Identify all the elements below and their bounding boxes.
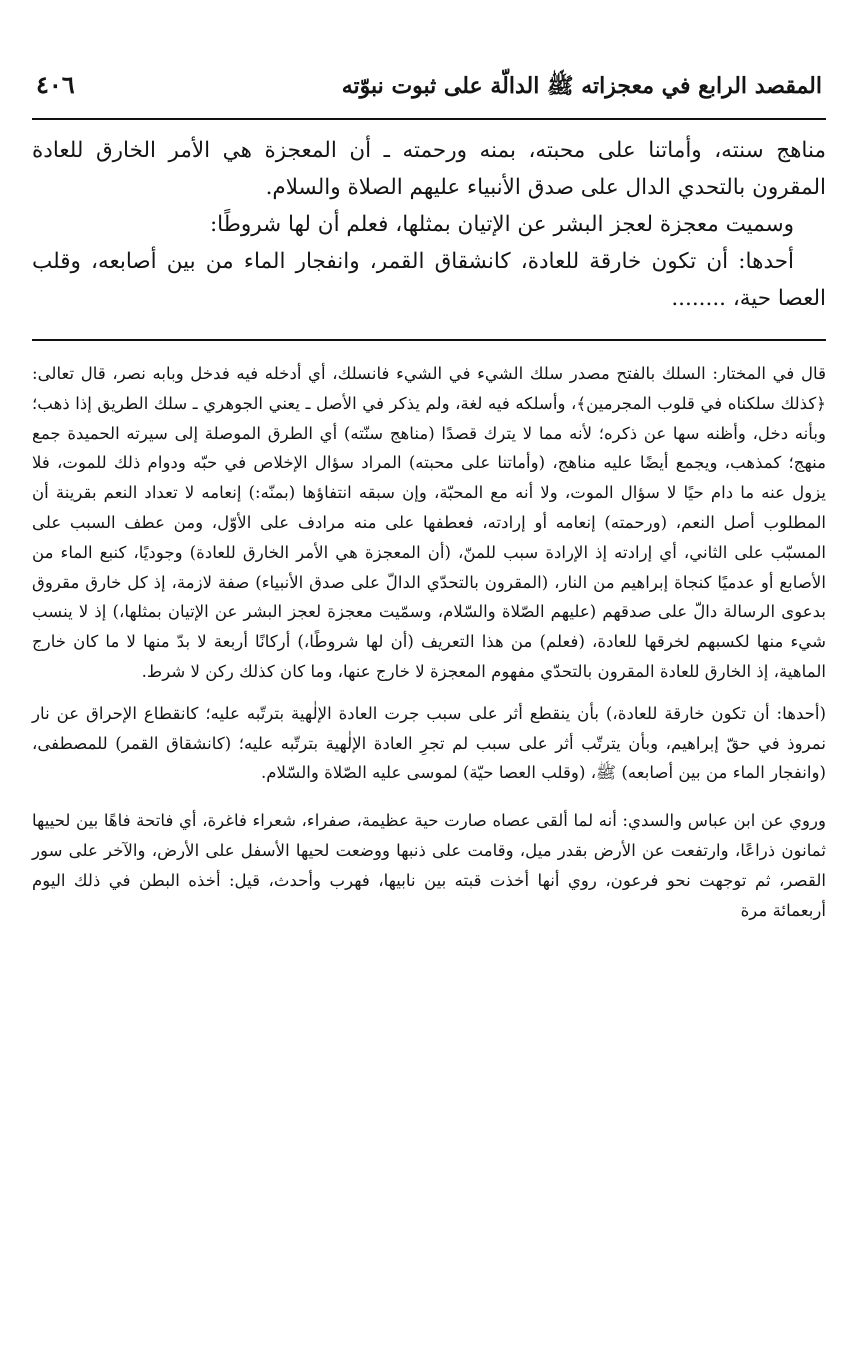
running-title: المقصد الرابع في معجزاته ﷺ الدالّة على ثبوت نبوّته bbox=[341, 73, 822, 99]
main-text bbox=[32, 132, 826, 317]
commentary-paragraph: قال في المختار: السلك بالفتح مصدر سلك الشيء في الشيء فانسلك، أي أدخله فيه فدخل وبابه نصر، قال تعالى: ﴿كذلك سلكناه في قلوب المجرمين﴾، وأسلكه فيه لغة، ولم يذكر في الأصل ـ يعني الجوهري ـ سلك الطريق إذا ذهب؛ وبأنه دخل، وأظنه سها عن ذكره؛ لأنه مما لا يترك قصدًا (مناهج سنّته) أي الطرق الموصلة إلى سيرته الحميدة جمع منهج؛ كمذهب، ويجمع أيضًا عليه مناهج، (وأماتنا على محبته) المراد سؤال الإخلاص في حبّه ودوام ذلك للموت، فلا يزول عنه ما دام حيًا لا سؤال الموت، ولا أنه مع المحبّة، وإن سبقه انتفاؤها (بمنّه:) إنعامه لا تعداد النعم بقرينة أن المطلوب أصل النعم، (ورحمته) إنعامه أو إرادته، فعطفها على منه مرادف على الأوّل، ومن عطف السبب على المسبّب على الثاني، أي إرادته إذ الإرادة سبب للمنّ، (أن المعجزة هي الأمر الخارق للعادة) وجوديًا، كنبع الماء من الأصابع أو عدميًا كنجاة إبراهيم من النار، (المقرون بالتحدّي الدالّ على صدق الأنبياء) صفة لازمة، إذ كل خارق مقروق بدعوى الرسالة دالّ على صدقهم (عليهم الصّلاة والسّلام، وسمّيت معجزة لعجز البشر عن الإتيان بمثلها،) إذ لا ينسب شيء منها لكسبهم لخرقها للعادة، (فعلم) من هذا التعريف (أن لها شروطًا،) أركانًا أربعة لا بدّ منها لا ما كان خارج الماهية، إذ الخارق للعادة المقرون بالتحدّي مفهوم المعجزة لا خارج عنها، وما كان كذلك ركن لا شرط. bbox=[32, 364, 827, 681]
commentary-paragraph: (أحدها: أن تكون خارقة للعادة،) بأن ينقطع أثر على سبب جرت العادة الإلٰهية بترتّبه عليه؛ كانقطاع الإحراق عن نار نمروذ في حقّ إبراهيم، وبأن يترتّب أثر على سبب لم تجرِ العادة الإلٰهية بترتّبه عليه؛ (كانشقاق القمر) للمصطفى، (وانفجار الماء من بين أصابعه) ﷺ، (وقلب العصا حيّة) لموسى عليه الصّلاة والسّلام. bbox=[32, 703, 826, 783]
commentary bbox=[32, 359, 826, 925]
main-text-paragraph: مناهج سنته، وأماتنا على محبته، بمنه ورحمته ـ أن المعجزة هي الأمر الخارق للعادة المقرون بالتحدي الدال على صدق الأنبياء عليهم الصلاة والسلام. bbox=[32, 138, 826, 200]
main-text-paragraph: أحدها: أن تكون خارقة للعادة، كانشقاق القمر، وانفجار الماء من بين أصابعه، وقلب العصا حية، ........ bbox=[32, 249, 826, 311]
commentary-paragraph: وروي عن ابن عباس والسدي: أنه لما ألقى عصاه صارت حية عظيمة، صفراء، شعراء فاغرة، أي فاتحة فاهًا بين لحييها ثمانون ذراعًا، وارتفعت عن الأرض بقدر ميل، وقامت على ذنبها ووضعت لحيها الأسفل على الأرض، والآخر على سور القصر، ثم توجهت نحو فرعون، روي أنها أخذت قبته بين نابيها، فهرب وأحدث، قيل: أخذه البطن في ذلك اليوم أربعمائة مرة bbox=[32, 811, 826, 920]
page-number: ٤٠٦ bbox=[36, 70, 75, 99]
commentary-separator bbox=[32, 339, 826, 341]
page-header bbox=[32, 70, 826, 120]
main-text-paragraph: وسميت معجزة لعجز البشر عن الإتيان بمثلها، فعلم أن لها شروطًا: bbox=[209, 212, 794, 237]
